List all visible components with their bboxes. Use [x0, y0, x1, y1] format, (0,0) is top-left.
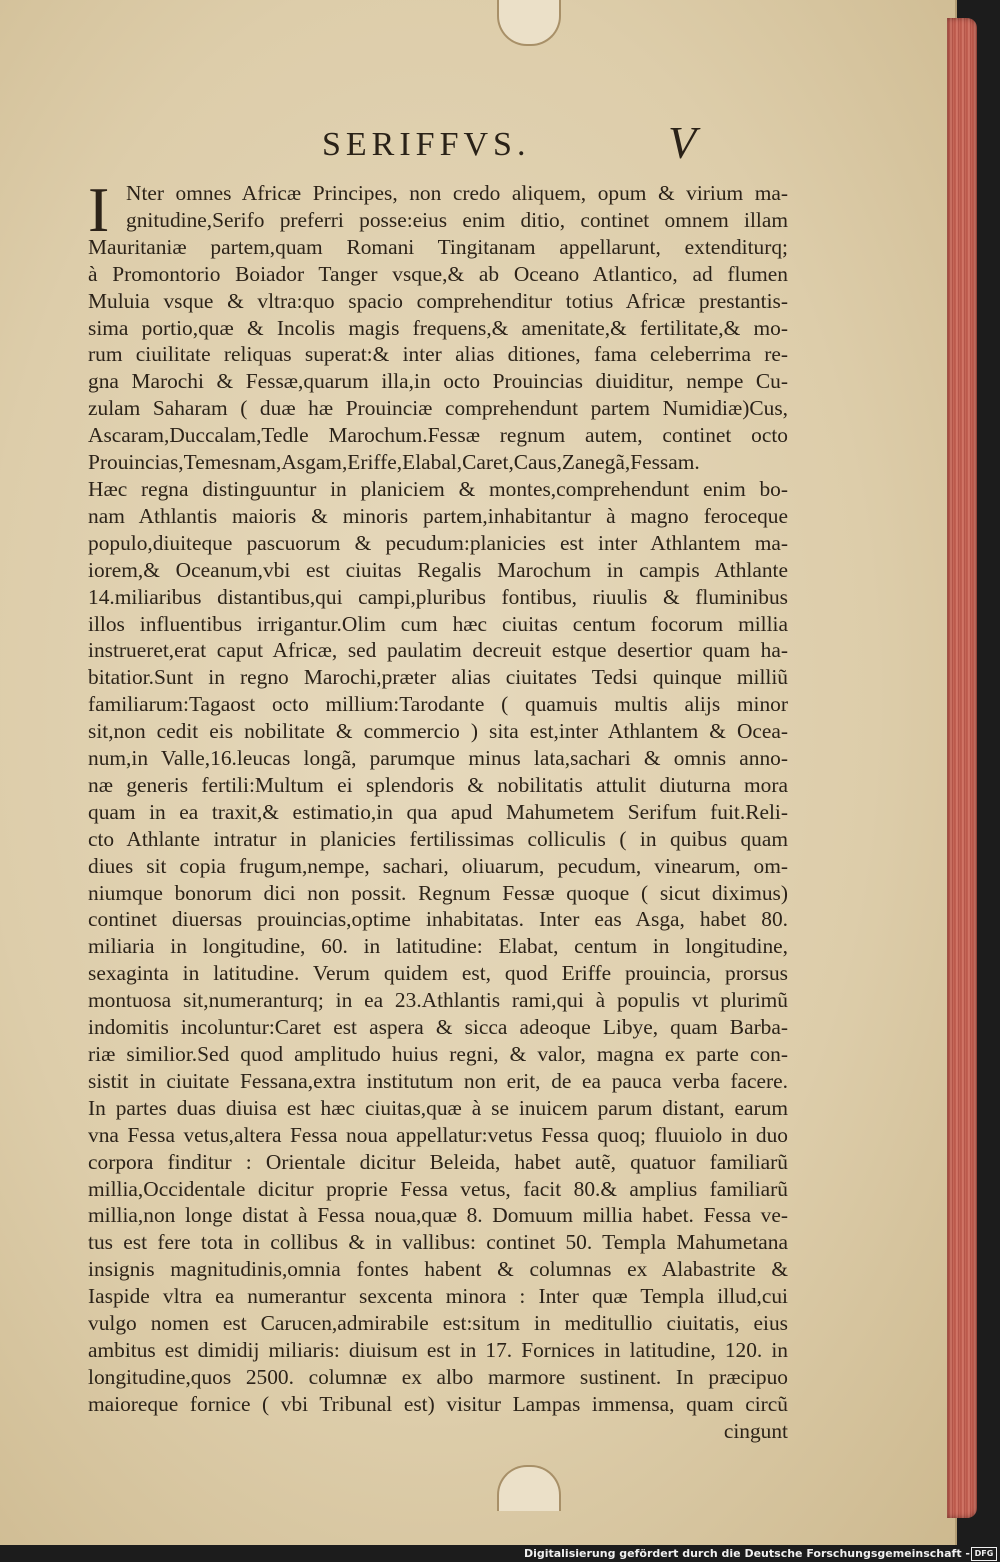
dfg-logo: DFG — [971, 1547, 997, 1561]
text-line: maioreque fornice ( vbi Tribunal est) visitur Lampas immensa, quam circũ — [88, 1391, 788, 1416]
folio-mark: V — [668, 117, 697, 168]
text-line: quam in ea traxit,& estimatio,in qua apud Mahumetem Serifum fuit.Reli- — [88, 799, 788, 824]
text-line: montuosa sit,numeranturq; in ea 23.Athlantis rami,qui à populis vt plurimũ — [88, 988, 788, 1013]
text-line: vulgo nomen est Carucen,admirabile est:situm in meditullio ciuitatis, eius — [88, 1311, 788, 1336]
text-line: niumque bonorum dici non possit. Regnum Fessæ quoque ( sicut diximus) — [88, 880, 788, 905]
text-line: gna Marochi & Fessæ,quarum illa,in octo Prouincias diuiditur, nempe Cu- — [88, 369, 788, 394]
text-line: iorem,& Oceanum,vbi est ciuitas Regalis Marochum in campis Athlante — [88, 557, 788, 582]
text-line: riæ similior.Sed quod amplitudo huius regni, & valor, magna ex parte con- — [88, 1042, 788, 1066]
page-heading: SERIFFVS. — [322, 126, 531, 163]
text-line: continet diuersas prouincias,optime inhabitatas. Inter eas Asga, habet 80. — [88, 907, 788, 932]
text-line: Nter omnes Africæ Principes, non credo aliquem, opum & virium ma- — [126, 181, 788, 205]
text-line: vna Fessa vetus,altera Fessa noua appellatur:vetus Fessa quoq; fluuiolo in duo — [88, 1122, 788, 1147]
text-line: Prouincias,Temesnam,Asgam,Eriffe,Elabal,Caret,Caus,Zanegã,Fessam. — [88, 450, 700, 475]
text-line: sexaginta in latitudine. Verum quidem est, quod Eriffe prouincia, prorsus — [88, 961, 788, 986]
text-line: Hæc regna distinguuntur in planiciem & montes,comprehendunt enim bo- — [88, 476, 788, 501]
text-line: In partes duas diuisa est hæc ciuitas,quæ à se inuicem parum distant, earum — [88, 1095, 788, 1120]
text-line: indomitis incoluntur:Caret est aspera & sicca adeoque Libye, quam Barba- — [88, 1015, 788, 1040]
text-line: Muluia vsque & vltra:quo spacio comprehenditur totius Africæ prestantis- — [88, 288, 788, 313]
text-line: ambitus est dimidij miliaris: diuisum est in 17. Fornices in latitudine, 120. in — [88, 1337, 788, 1362]
text-line: Iaspide vltra ea numerantur sexcenta minora : Inter quæ Templa illud,cui — [88, 1284, 788, 1309]
text-line: à Promontorio Boiador Tanger vsque,& ab Oceano Atlantico, ad flumen — [88, 261, 788, 286]
drop-capital: I — [88, 174, 110, 245]
text-line: zulam Saharam ( duæ hæ Prouinciæ comprehendunt partem Numidiæ)Cus, — [88, 396, 788, 421]
text-line: rum ciuilitate reliquas superat:& inter alias ditiones, fama celeberrima re- — [88, 342, 788, 367]
text-line: millia,Occidentale dicitur proprie Fessa vetus, facit 80.& amplius familiarũ — [88, 1176, 788, 1201]
catchword: cingunt — [723, 1418, 788, 1443]
text-line: sit,non cedit eis nobilitate & commercio ) sita est,inter Athlantem & Ocea- — [88, 719, 788, 744]
text-line: næ generis fertili:Multum ei splendoris & nobilitatis attulit diuturna mora — [88, 772, 788, 797]
text-line: sistit in ciuitate Fessana,extra institutum non erit, de ea pauca verba facere. — [88, 1068, 788, 1093]
text-line: nam Athlantis maioris & minoris partem,inhabitantur à magno feroceque — [88, 503, 788, 528]
text-line: cto Athlante intratur in planicies fertilissimas colliculis ( in quibus quam — [88, 826, 788, 851]
text-line: 14.miliaribus distantibus,qui campi,pluribus fontibus, riuulis & fluminibus — [88, 584, 788, 609]
page-edges — [947, 18, 977, 1518]
text-line: millia,non longe distat à Fessa noua,quæ 8. Domuum millia habet. Fessa ve- — [88, 1203, 788, 1228]
text-line: miliaria in longitudine, 60. in latitudine: Elabat, centum in longitudine, — [88, 934, 788, 959]
body-text — [88, 174, 788, 1445]
text-line: sima portio,quæ & Incolis magis frequens,& amenitate,& fertilitate,& mo- — [88, 315, 788, 340]
text-line: num,in Valle,16.leucas longã, parumque minus lata,sachari & omnis anno- — [88, 746, 788, 771]
text-line: corpora finditur : Orientale dicitur Beleida, habet autẽ, quatuor familiarũ — [88, 1149, 788, 1174]
text-line: diues sit copia frugum,nempe, sachari, oliuarum, pecudum, vinearum, om- — [88, 853, 788, 878]
text-line: gnitudine,Serifo preferri posse:eius enim ditio, continet omnem illam — [126, 207, 788, 232]
text-line: instrueret,erat caput Africæ, sed paulatim decreuit estque desertior quam ha- — [88, 638, 788, 663]
text-line: Ascaram,Duccalam,Tedle Marochum.Fessæ regnum autem, continet octo — [88, 423, 788, 448]
text-line: bitatior.Sunt in regno Marochi,præter alias ciuitates Tedsi quinque milliũ — [88, 665, 788, 690]
text-line: familiarum:Tagaost octo millium:Tarodante ( quamuis multis alijs minor — [88, 692, 788, 717]
text-line: populo,diuiteque pascuorum & pecudum:planicies est inter Athlantem ma- — [88, 530, 788, 555]
funding-credit: Digitalisierung gefördert durch die Deutsche Forschungsgemeinschaft - — [523, 1547, 970, 1560]
text-line: insignis magnitudinis,omnia fontes habent & columnas ex Alabastrite & — [88, 1257, 788, 1282]
text-line: tus est fere tota in collibus & in vallibus: continet 50. Templa Mahumetana — [88, 1230, 788, 1255]
text-line: illos influentibus irrigantur.Olim cum hæc ciuitas centum focorum millia — [88, 611, 788, 636]
text-line: longitudine,quos 2500. columnæ ex albo marmore sustinent. In præcipuo — [88, 1364, 788, 1389]
text-line: Mauritaniæ partem,quam Romani Tingitanam appellarunt, extenditurq; — [88, 234, 788, 259]
